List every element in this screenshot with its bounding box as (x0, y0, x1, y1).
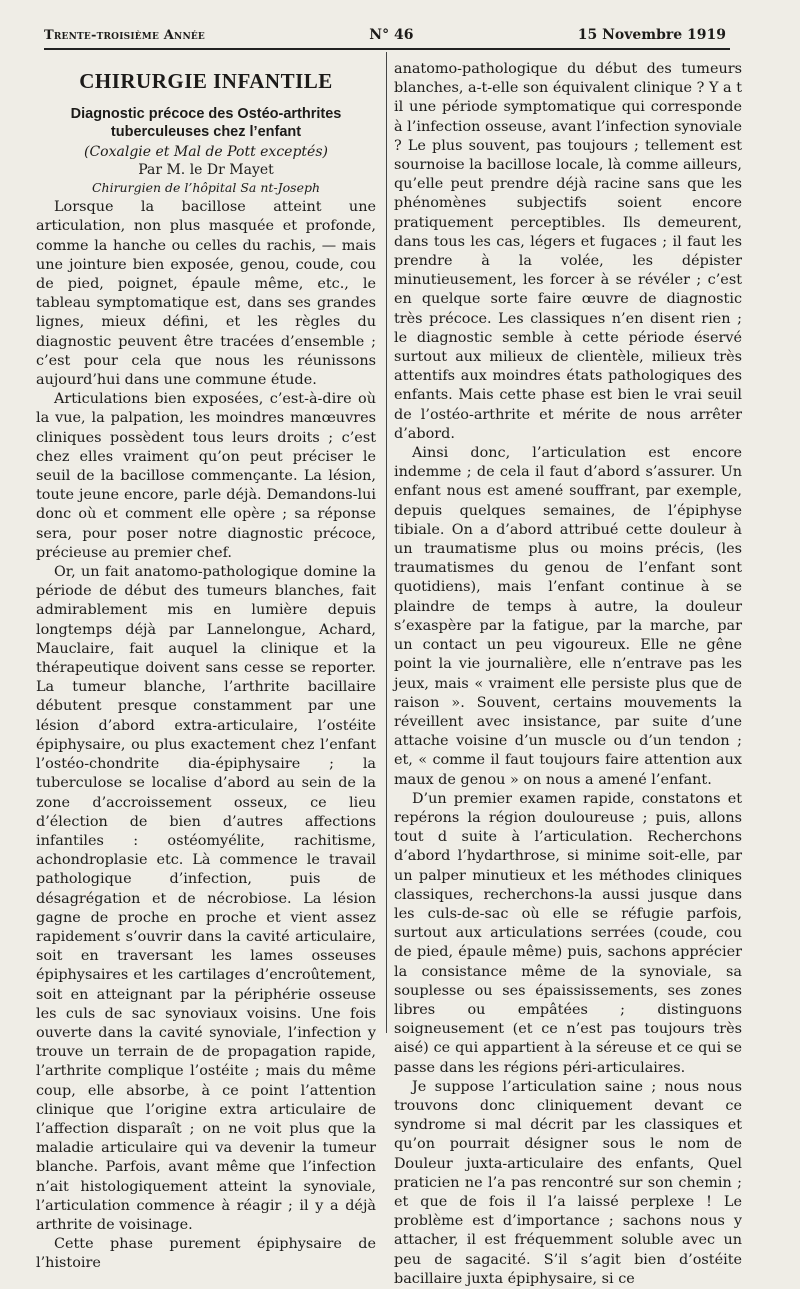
right-column (394, 60, 742, 1287)
paragraph: Cette phase purement épiphysaire de l’histoire (36, 1236, 376, 1272)
issue-number: N° 46 (369, 27, 414, 43)
paragraph: Or, un fait anatomo-pathologique domine la période de début des tumeurs blanches, fait admirablement mis en lumière depuis longtemps déjà par Lannelongue, Achard, Mauclaire, fait auquel la clinique et la thérapeutique doivent sans cesse se reporter. La tumeur blanche, l’arthrite bacillaire débutent presque constamment par une lésion d’abord extra-articulaire, l’ostéite épiphysaire, ou plus exactement chez l’enfant l’ostéo-chondrite dia-épiphysaire ; la tuberculose se localise d’abord au sein de la zone d’accroissement osseux, ce lieu d’élection de bien d’autres affections infantiles : ostéomyélite, rachitisme, achondroplasie etc. Là commence le travail pathologique d’infection, puis de désagrégation et de nécrobiose. La lésion gagne de proche en proche et vient assez rapidement s’ouvrir dans la cavité articulaire, soit en traversant les lames osseuses épiphysaires et les cartilages d’encroûtement, soit en atteignant par la périphérie osseuse les culs de sac synoviaux voisins. Une fois ouverte dans la cavité synoviale, l’infection y trouve un terrain de de propagation rapide, l’arthrite complique l’ostéite ; mais du même coup, elle absorbe, à ce point l’attention clinique que l’origine extra articulaire de l’affection disparaît ; on ne voit plus que la maladie articulaire qui va devenir la tumeur blanche. Parfois, avant même que l’infection n’ait histologiquement atteint la synoviale, l’articulation commence à réagir ; il y a déjà arthrite de voisinage. (36, 564, 376, 1233)
section-title: CHIRURGIE INFANTILE (79, 69, 333, 93)
paragraph: Je suppose l’articulation saine ; nous nous trouvons donc cliniquement devant ce syndrome si mal décrit par les classiques et qu’on pourrait désigner sous le nom de Douleur juxta-articulaire des enfants, Quel praticien ne l’a pas rencontré sur son chemin ; et que de fois il l’a laissé perplexe ! Le problème est d’importance ; sachons nous y attacher, il est fréquemment soluble avec un peu de sagacité. S’il s’agit bien d’ostéite bacillaire juxta épiphysaire, si ce (394, 1078, 742, 1287)
header-rule (44, 48, 730, 50)
paragraph: Lorsque la bacillose atteint une articulation, non plus masquée et profonde, comme la hanche ou celles du rachis, — mais une jointure bien exposée, genou, coude, cou de pied, poignet, épaule même, etc., le tableau symptomatique est, dans ses grandes lignes, mieux défini, et les règles du diagnostic peuvent être tracées d’ensemble ; c’est pour cela que nous les réunissons aujourd’hui dans une commune étude. (36, 199, 376, 389)
paragraph: D’un premier examen rapide, constatons et repérons la région douloureuse ; puis, allons tout d suite à l’articulation. Recherchons d’abord l’hydarthrose, si minime soit-elle, par un palper minutieux et les méthodes cliniques classiques, recherchons-la aussi jusque dans les culs-de-sac où elle se réfugie parfois, surtout aux articulations serrées (coude, cou de pied, épaule même) puis, sachons apprécier la consistance même de la synoviale, sa souplesse ou ses épaississements, ses zones libres ou empâtées ; distinguons soigneusement (et ce n’est pas toujours très aisé) ce qui appartient à la séreuse et ce qui se passe dans les régions péri-articulaires. (394, 790, 742, 1076)
article-title: Diagnostic précoce des Ostéo-arthrites tuberculeuses chez l’enfant (70, 106, 342, 141)
author-role: Chirurgien de l’hôpital Sa nt-Joseph (91, 180, 321, 196)
page-header (44, 24, 726, 46)
issue-date: 15 Novembre 1919 (577, 27, 726, 43)
article-subtitle: (Coxalgie et Mal de Pott exceptés) (84, 144, 328, 161)
article-author: Par M. le Dr Mayet (138, 162, 274, 179)
paragraph: anatomo-pathologique du début des tumeurs blanches, a-t-elle son équivalent clinique ? Y a t il une période symptomatique qui corresponde à l’infection osseuse, avant l’infection synoviale ? Le plus souvent, pas toujours ; tellement est sournoise la bacillose locale, là comme ailleurs, qu’elle peut prendre déjà racine sans que les phénomènes subjectifs soient encore pratiquement perceptibles. Ils demeurent, dans tous les cas, légers et fugaces ; il faut les prendre à la volée, les dépister minutieusement, les forcer à se révéler ; c’est en quelque sorte faire œuvre de diagnostic très précoce. Les classiques n’en disent rien ; le diagnostic semble à cette période éservé surtout aux milieux de clientèle, milieux très attentifs aux moindres états pathologiques des enfants. Mais cette phase est bien le vrai seuil de l’ostéo-arthrite et mérite de nous arrêter d’abord. (394, 61, 742, 442)
paragraph: Articulations bien exposées, c’est-à-dire où la vue, la palpation, les moindres manœuvres cliniques possèdent tous leurs droits ; c’est chez elles vraiment qu’on peut préciser le seuil de la bacillose commençante. La lésion, toute jeune encore, parle déjà. Demandons-lui donc où et comment elle opère ; sa réponse sera, pour poser notre diagnostic précoce, précieuse au premier chef. (36, 391, 376, 561)
left-column (36, 58, 376, 1272)
paragraph: Ainsi donc, l’articulation est encore indemme ; de cela il faut d’abord s’assurer. Un enfant nous est amené souffrant, par exemple, depuis quelques semaines, de l’épiphyse tibiale. On a d’abord attribué cette douleur à un traumatisme plus ou moins précis, (les traumatismes du genou de l’enfant sont quotidiens), mais l’enfant continue à se plaindre de temps à autre, la douleur s’exaspère par la fatigue, par la marche, par un contact un peu vigoureux. Elle ne gêne point la vie journalière, elle n’entrave pas les jeux, mais « vraiment elle persiste plus que de raison ». Souvent, certains mouvements la réveillent avec insistance, par suite d’une attache voisine d’un muscle ou d’un tendon ; et, « comme il faut toujours faire attention aux maux de genou » on nous a amené l’enfant. (394, 445, 742, 788)
column-divider (386, 52, 387, 1033)
volume-label: Trente-troisième Année (44, 27, 205, 43)
